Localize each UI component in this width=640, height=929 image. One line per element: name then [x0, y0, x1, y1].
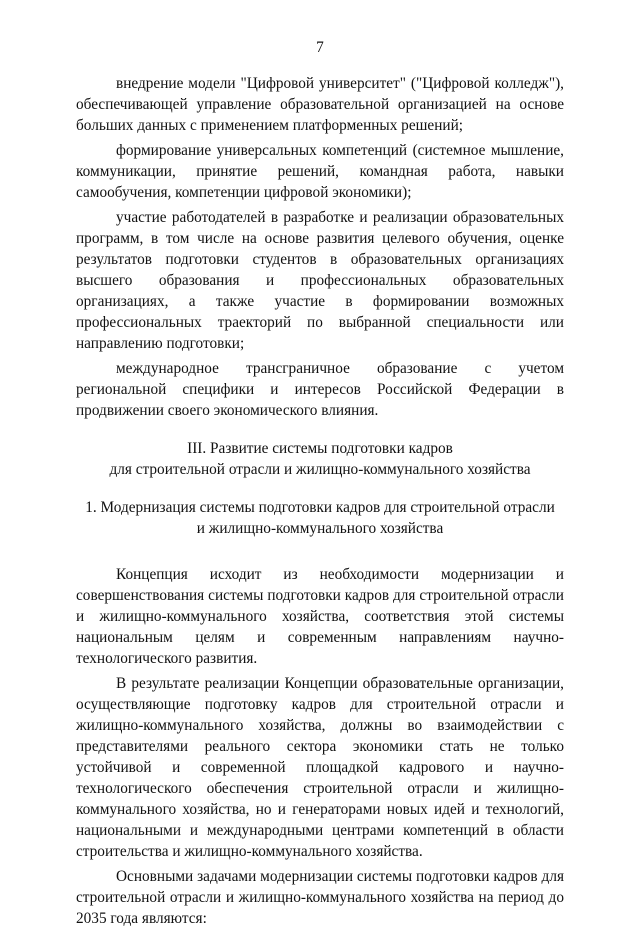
section-heading-line: для строительной отрасли и жилищно-коммунального хозяйства [109, 461, 531, 478]
page-number: 7 [316, 39, 324, 56]
page-content [76, 73, 564, 929]
body-paragraph: Концепция исходит из необходимости модернизации и совершенствования системы подготовки кадров для строительной отрасли и жилищно-коммунального хозяйства, соответствия этой системы национальным целям и современным направлениям научно-технологического развития. [76, 566, 564, 667]
section-heading [76, 438, 564, 480]
section-heading-line: III. Развитие системы подготовки кадров [187, 440, 453, 457]
list-item: формирование универсальных компетенций (системное мышление, коммуникации, принятие решений, командная работа, навыки самообучения, компетенции цифровой экономики); [76, 142, 564, 201]
body-paragraph: Основными задачами модернизации системы подготовки кадров для строительной отрасли и жилищно-коммунального хозяйства на период до 2035 года являются: [76, 868, 564, 927]
body-paragraph: В результате реализации Концепции образовательные организации, осуществляющие подготовку кадров для строительной отрасли и жилищно-коммунального хозяйства, должны во взаимодействии с представителями реального сектора экономики стать не только устойчивой и современной площадкой кадрового и научно-технологического обеспечения строительной отрасли и жилищно-коммунального хозяйства, но и генераторами новых идей и технологий, национальными и международными центрами компетенций в области строительства и жилищно-коммунального хозяйства. [76, 675, 564, 860]
list-item: международное трансграничное образование с учетом региональной специфики и интересов Российской Федерации в продвижении своего экономического влияния. [76, 360, 564, 419]
list-item: участие работодателей в разработке и реализации образовательных программ, в том числе на основе развития целевого обучения, оценке результатов подготовки студентов в образовательных организациях высшего образования и профессиональных образовательных организациях, а также участие в формировании возможных профессиональных траекторий по выбранной специальности или направлению подготовки; [76, 209, 564, 352]
subsection-heading-line: 1. Модернизация системы подготовки кадров для строительной отрасли [85, 499, 555, 516]
list-item: внедрение модели "Цифровой университет" ("Цифровой колледж"), обеспечивающей управление образовательной организацией на основе больших данных с применением платформенных решений; [76, 75, 564, 134]
subsection-heading [76, 497, 564, 539]
subsection-heading-line: и жилищно-коммунального хозяйства [196, 520, 444, 537]
